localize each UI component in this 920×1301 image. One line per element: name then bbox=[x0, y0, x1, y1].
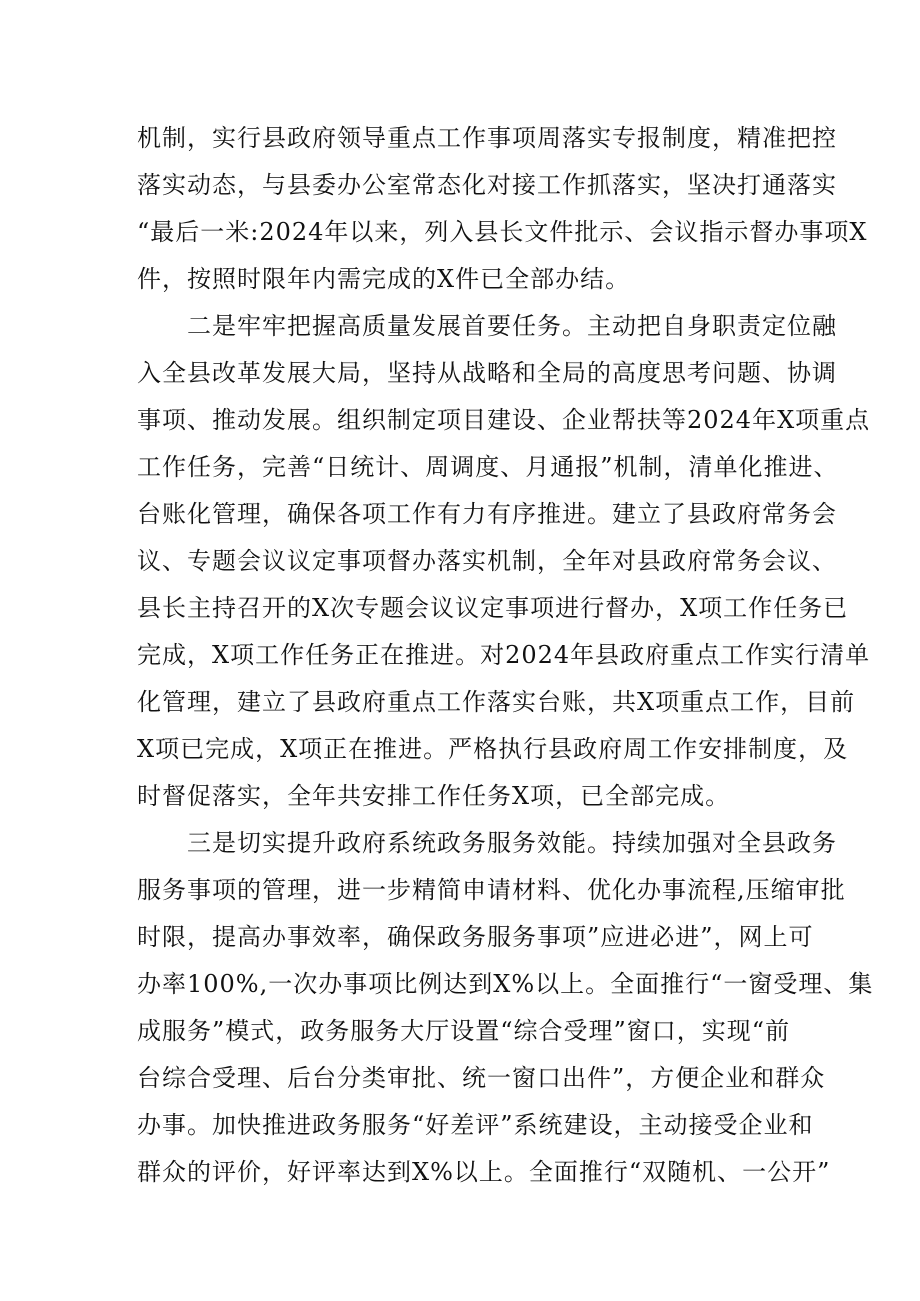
paragraph-3-line-2: 服务事项的管理，进一步精简申请材料、优化办事流程,压缩审批 bbox=[137, 876, 846, 904]
paragraph-2-line-3: 事项、推动发展。组织制定项目建设、企业帮扶等2024年X项重点 bbox=[137, 406, 871, 434]
paragraph-2-line-9: 化管理，建立了县政府重点工作落实台账，共X项重点工作，目前 bbox=[137, 688, 856, 716]
paragraph-2-line-10: X项已完成，X项正在推进。严格执行县政府周工作安排制度，及 bbox=[137, 735, 849, 763]
paragraph-2-line-1: 二是牢牢把握高质量发展首要任务。主动把自身职责定位融 bbox=[187, 312, 837, 340]
paragraph-1-line-3: “最后一米:2024年以来，列入县长文件批示、会议指示督办事项X bbox=[137, 218, 868, 246]
paragraph-2-line-7: 县长主持召开的X次专题会议议定事项进行督办，X项工作任务已 bbox=[137, 594, 849, 622]
paragraph-2-line-11: 时督促落实，全年共安排工作任务X项，已全部完成。 bbox=[137, 782, 731, 810]
paragraph-3-line-5: 成服务”模式，政务服务大厅设置“综合受理”窗口，实现“前 bbox=[137, 1017, 791, 1045]
paragraph-2-line-5: 台账化管理，确保各项工作有力有序推进。建立了县政府常务会 bbox=[137, 500, 837, 528]
paragraph-2-line-2: 入全县改革发展大局，坚持从战略和全局的高度思考问题、协调 bbox=[137, 359, 837, 387]
paragraph-3-line-1: 三是切实提升政府系统政务服务效能。持续加强对全县政务 bbox=[187, 829, 837, 857]
paragraph-1-line-2: 落实动态，与县委办公室常态化对接工作抓落实，坚决打通落实 bbox=[137, 171, 837, 199]
paragraph-3-line-8: 群众的评价，好评率达到X%以上。全面推行“双随机、一公开” bbox=[137, 1158, 831, 1186]
paragraph-3-line-4: 办率100%,一次办事项比例达到X%以上。全面推行“一窗受理、集 bbox=[137, 970, 874, 998]
paragraph-2-line-6: 议、专题会议议定事项督办落实机制，全年对县政府常务会议、 bbox=[137, 547, 837, 575]
paragraph-1-line-4: 件，按照时限年内需完成的X件已全部办结。 bbox=[137, 265, 631, 293]
paragraph-2-line-4: 工作任务，完善“日统计、周调度、月通报”机制，清单化推进、 bbox=[137, 453, 839, 481]
paragraph-1-line-1: 机制，实行县政府领导重点工作事项周落实专报制度，精准把控 bbox=[137, 124, 837, 152]
paragraph-3-line-6: 台综合受理、后台分类审批、统一窗口出件”，方便企业和群众 bbox=[137, 1064, 826, 1092]
paragraph-3-line-3: 时限，提高办事效率，确保政务服务事项”应进必进”，网上可 bbox=[137, 923, 814, 951]
paragraph-2-line-8: 完成，X项工作任务正在推进。对2024年县政府重点工作实行清单 bbox=[137, 641, 871, 669]
paragraph-3-line-7: 办事。加快推进政务服务“好差评”系统建设，主动接受企业和 bbox=[137, 1111, 814, 1139]
